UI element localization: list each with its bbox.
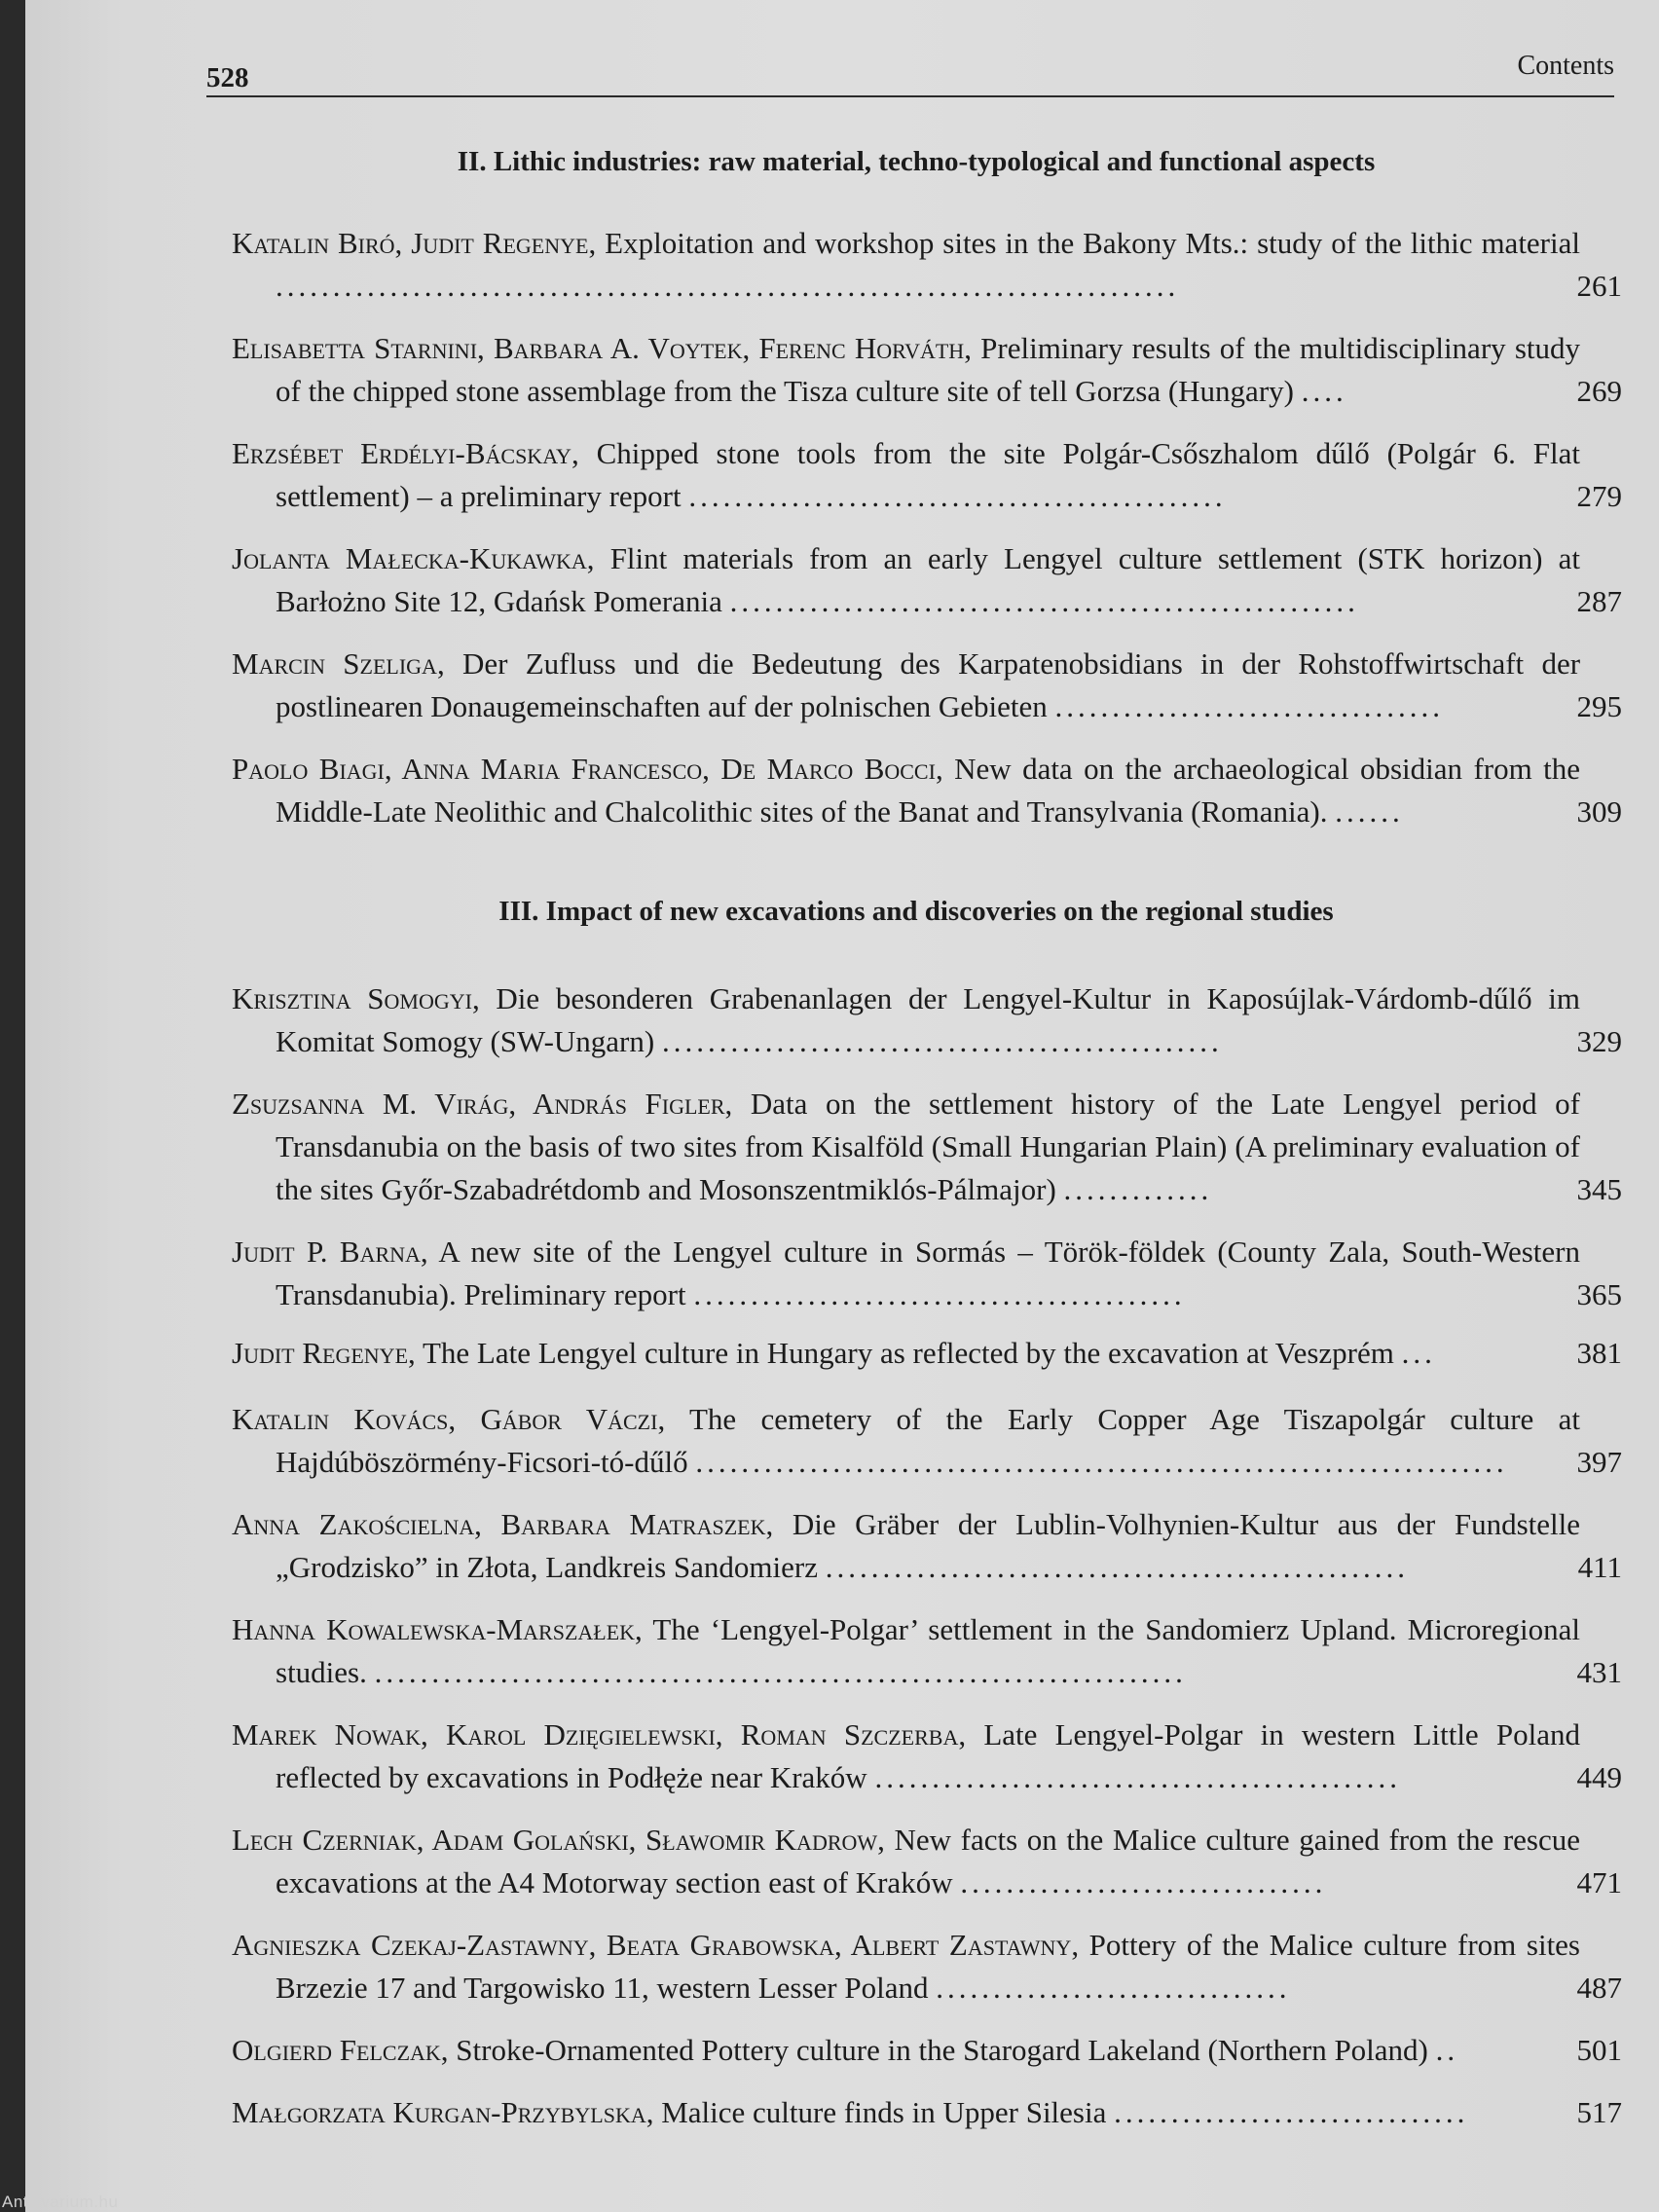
entry-authors: Katalin Kovács, Gábor Váczi [232,1402,658,1436]
entry-authors: Zsuzsanna M. Virág, András Figler [232,1087,725,1121]
toc-entry: Hanna Kowalewska-Marszałek, The ‘Lengyel-Polgar’ settlement in the Sandomierz Upland. Microregional studies. ....................................................................... 431 [232,1608,1622,1694]
entry-authors: Krisztina Somogyi [232,981,472,1015]
section-title: III. Impact of new excavations and discoveries on the regional studies [498,896,1334,927]
entry-title: Preliminary results of the multidisciplinary study of the chipped stone assemblage from the Tisza culture site of tell Gorzsa (Hungary) [276,331,1580,408]
entry-authors: Marcin Szeliga [232,646,437,681]
toc-entry: Małgorzata Kurgan-Przybylska, Malice culture finds in Upper Silesia ............................... 517 [232,2091,1622,2134]
toc-entry: Judit Regenye, The Late Lengyel culture in Hungary as reflected by the excavation at Veszprém ... 381 [232,1332,1622,1375]
entry-page: 487 [1576,1971,1622,2005]
entry-title: Data on the settlement history of the Late Lengyel period of Transdanubia on the basis of two sites from Kisalföld (Small Hungarian Plain) (A preliminary evaluation of the sites Győr-Szabadrétdomb and Mosonszentmiklós-Pálmajor) [276,1087,1580,1206]
toc-entry: Anna Zakościelna, Barbara Matraszek, Die Gräber der Lublin-Volhynien-Kultur aus der Fundstelle „Grodzisko” in Złota, Landkreis Sandomierz ................................................... 411 [232,1503,1622,1589]
entry-page: 329 [1576,1024,1622,1058]
entry-title: The Late Lengyel culture in Hungary as reflected by the excavation at Veszprém [422,1336,1394,1370]
running-head: Contents [1517,51,1614,81]
toc-entry: Judit P. Barna, A new site of the Lengyel culture in Sormás – Török-földek (County Zala, South-Western Transdanubia). Preliminary report ........................................... 365 [232,1231,1622,1316]
entry-page: 397 [1576,1445,1622,1479]
toc-entry: Krisztina Somogyi, Die besonderen Grabenanlagen der Lengyel-Kultur in Kaposújlak-Várdomb-dűlő im Komitat Somogy (SW-Ungarn) ................................................. 329 [232,977,1622,1063]
entry-page: 345 [1576,1172,1622,1206]
entry-title: The ‘Lengyel-Polgar’ settlement in the Sandomierz Upland. Microregional studies. [276,1612,1580,1689]
entry-authors: Małgorzata Kurgan-Przybylska [232,2095,646,2129]
entry-title: New data on the archaeological obsidian from the Middle-Late Neolithic and Chalcolithic sites of the Banat and Transylvania (Romania). [276,752,1580,829]
entry-authors: Agnieszka Czekaj-Zastawny, Beata Grabowska, Albert Zastawny [232,1928,1072,1962]
entry-page: 365 [1576,1277,1622,1311]
toc-entry: Marek Nowak, Karol Dzięgielewski, Roman Szczerba, Late Lengyel-Polgar in western Little Poland reflected by excavations in Podłęże near Kraków .............................................. 449 [232,1714,1622,1799]
entry-authors: Hanna Kowalewska-Marszałek [232,1612,636,1646]
entry-title: The cemetery of the Early Copper Age Tiszapolgár culture at Hajdúböszörmény-Ficsori-tó-dűlő [276,1402,1580,1479]
entry-title: A new site of the Lengyel culture in Sormás – Török-földek (County Zala, South-Western Transdanubia). Preliminary report [276,1235,1580,1311]
entry-authors: Erzsébet Erdélyi-Bácskay [232,436,571,470]
entry-authors: Judit Regenye [232,1336,409,1370]
toc-entry: Zsuzsanna M. Virág, András Figler, Data on the settlement history of the Late Lengyel period of Transdanubia on the basis of two sites from Kisalföld (Small Hungarian Plain) (A preliminary evaluation of the sites Győr-Szabadrétdomb and Mosonszentmiklós-Pálmajor) ............. 345 [232,1083,1622,1211]
toc-entry: Paolo Biagi, Anna Maria Francesco, De Marco Bocci, New data on the archaeological obsidian from the Middle-Late Neolithic and Chalcolithic sites of the Banat and Transylvania (Romania). ...... 309 [232,748,1622,833]
entry-authors: Jolanta Małecka-Kukawka [232,541,587,575]
entry-title: Late Lengyel-Polgar in western Little Poland reflected by excavations in Podłęże near Kraków [276,1717,1581,1794]
toc-entry: Lech Czerniak, Adam Golański, Sławomir Kadrow, New facts on the Malice culture gained from the rescue excavations at the A4 Motorway section east of Kraków ................................ 471 [232,1819,1622,1904]
entry-page: 269 [1576,374,1622,408]
toc-entry: Erzsébet Erdélyi-Bácskay, Chipped stone tools from the site Polgár-Csőszhalom dűlő (Polgár 6. Flat settlement) – a preliminary report ............................................... 279 [232,432,1622,518]
entry-title: Exploitation and workshop sites in the Bakony Mts.: study of the lithic material [605,226,1580,260]
toc-entry: Olgierd Felczak, Stroke-Ornamented Pottery culture in the Starogard Lakeland (Northern Poland) .. 501 [232,2029,1622,2072]
entry-title: Die Gräber der Lublin-Volhynien-Kultur aus der Fundstelle „Grodzisko” in Złota, Landkreis Sandomierz [276,1507,1581,1584]
entry-page: 279 [1576,479,1622,513]
toc-entry: Marcin Szeliga, Der Zufluss und die Bedeutung des Karpatenobsidians in der Rohstoffwirtschaft der postlinearen Donaugemeinschaften auf der polnischen Gebieten .................................. 295 [232,643,1622,728]
entry-authors: Judit P. Barna [232,1235,421,1269]
entry-authors: Paolo Biagi, Anna Maria Francesco, De Marco Bocci [232,752,936,786]
entry-title: Der Zufluss und die Bedeutung des Karpatenobsidians in der Rohstoffwirtschaft der postlinearen Donaugemeinschaften auf der polnischen Gebieten [276,646,1581,723]
entry-title: New facts on the Malice culture gained from the rescue excavations at the A4 Motorway section east of Kraków [276,1823,1580,1899]
toc-entry: Katalin Biró, Judit Regenye, Exploitation and workshop sites in the Bakony Mts.: study of the lithic material ............................................................................... 261 [232,222,1622,308]
entry-title: Die besonderen Grabenanlagen der Lengyel-Kultur in Kaposújlak-Várdomb-dűlő im Komitat Somogy (SW-Ungarn) [276,981,1580,1058]
entry-authors: Lech Czerniak, Adam Golański, Sławomir Kadrow [232,1823,878,1857]
toc-entry: Agnieszka Czekaj-Zastawny, Beata Grabowska, Albert Zastawny, Pottery of the Malice culture from sites Brzezie 17 and Targowisko 11, western Lesser Poland ............................... 487 [232,1924,1622,2009]
entry-title: Flint materials from an early Lengyel culture settlement (STK horizon) at Barłożno Site 12, Gdańsk Pomerania [276,541,1580,618]
entry-page: 295 [1576,689,1622,723]
entry-title: Pottery of the Malice culture from sites Brzezie 17 and Targowisko 11, western Lesser Poland [276,1928,1581,2005]
toc-entry: Katalin Kovács, Gábor Váczi, The cemetery of the Early Copper Age Tiszapolgár culture at Hajdúböszörmény-Ficsori-tó-dűlő ....................................................................... 397 [232,1398,1622,1484]
entry-authors: Marek Nowak, Karol Dzięgielewski, Roman Szczerba [232,1717,959,1751]
entry-title: Stroke-Ornamented Pottery culture in the Starogard Lakeland (Northern Poland) [456,2033,1428,2067]
entry-authors: Katalin Biró, Judit Regenye [232,226,589,260]
toc-entry: Jolanta Małecka-Kukawka, Flint materials from an early Lengyel culture settlement (STK horizon) at Barłożno Site 12, Gdańsk Pomerania ....................................................... 287 [232,537,1622,623]
book-page [25,0,1659,2212]
entry-title: Chipped stone tools from the site Polgár-Csőszhalom dűlő (Polgár 6. Flat settlement) – a preliminary report [276,436,1581,513]
entry-page: 309 [1576,794,1622,829]
entry-page: 517 [1576,2095,1622,2129]
entry-authors: Olgierd Felczak [232,2033,441,2067]
entry-authors: Anna Zakościelna, Barbara Matraszek [232,1507,766,1541]
entry-page: 381 [1576,1336,1622,1370]
entry-page: 471 [1576,1865,1622,1899]
entry-page: 411 [1577,1550,1622,1584]
entry-title: Malice culture finds in Upper Silesia [661,2095,1107,2129]
page-number: 528 [206,62,249,93]
entry-authors: Elisabetta Starnini, Barbara A. Voytek, Ferenc Horváth [232,331,965,365]
toc-entry: Elisabetta Starnini, Barbara A. Voytek, Ferenc Horváth, Preliminary results of the multidisciplinary study of the chipped stone assemblage from the Tisza culture site of tell Gorzsa (Hungary) .... 269 [232,327,1622,413]
page-header [206,51,1614,97]
entry-page: 431 [1576,1655,1622,1689]
entry-page: 501 [1576,2033,1622,2067]
entry-page: 449 [1576,1760,1622,1794]
entry-page: 287 [1576,584,1622,618]
watermark: Antikvarium.hu [2,2193,119,2211]
entry-page: 261 [1576,269,1622,303]
section-title: II. Lithic industries: raw material, techno-typological and functional aspects [457,146,1376,177]
